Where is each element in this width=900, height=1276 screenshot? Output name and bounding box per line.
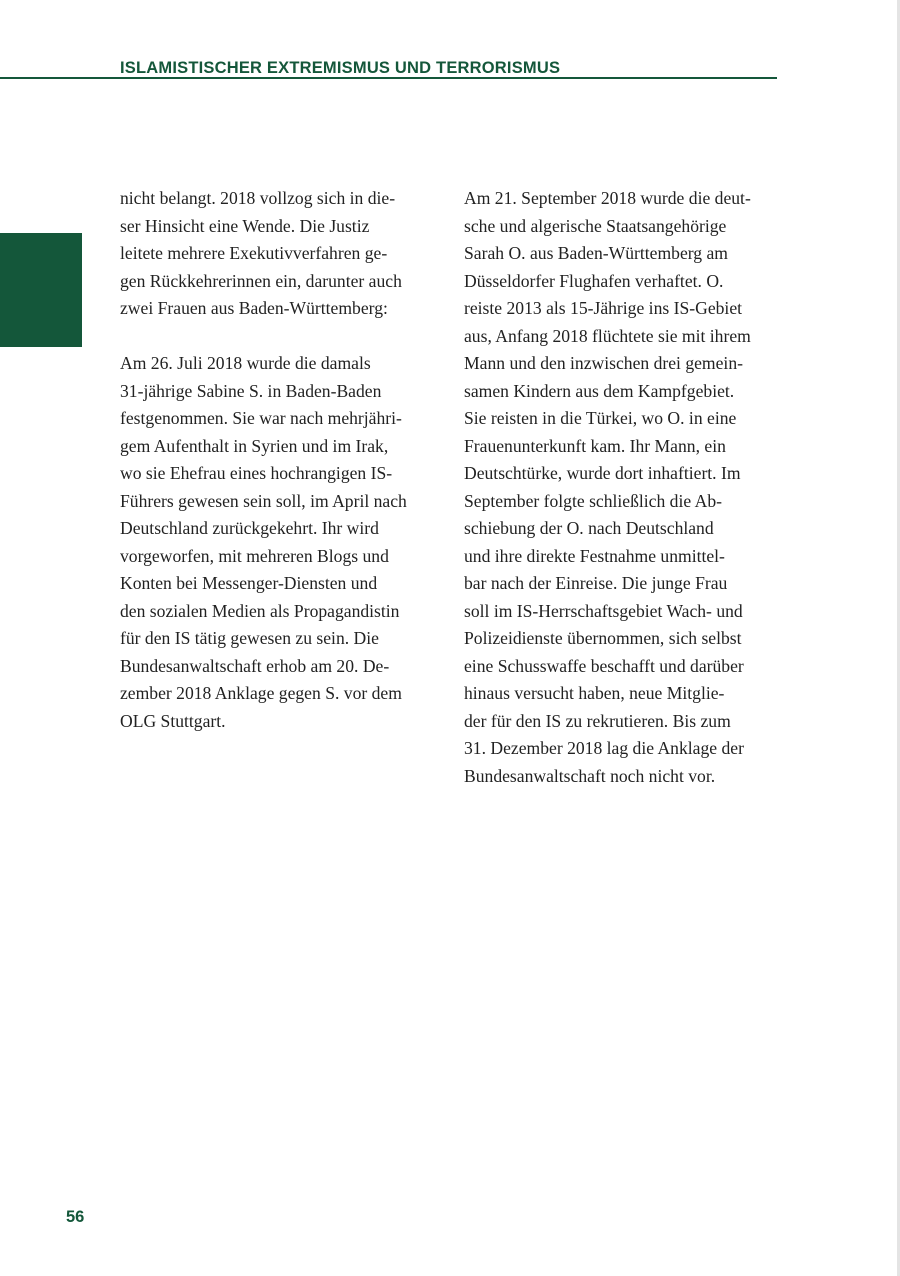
text-line: den sozialen Medien als Propagandistin bbox=[120, 600, 400, 621]
text-line: gem Aufenthalt in Syrien und im Irak, bbox=[120, 435, 389, 456]
paragraph bbox=[120, 350, 436, 735]
text-line: Frauenunterkunft kam. Ihr Mann, ein bbox=[464, 435, 726, 456]
text-line: hinaus versucht haben, neue Mitglie- bbox=[464, 683, 725, 703]
text-line: Am 21. September 2018 wurde die deut- bbox=[464, 188, 751, 208]
text-line: der für den IS zu rekrutieren. Bis zum bbox=[464, 710, 731, 731]
text-line: und ihre direkte Festnahme unmittel- bbox=[464, 545, 725, 566]
text-line: Düsseldorfer Flughafen verhaftet. O. bbox=[464, 270, 724, 291]
text-line: gen Rückkehrerinnen ein, darunter auch bbox=[120, 270, 402, 291]
text-line: September folgte schließlich die Ab- bbox=[464, 490, 722, 511]
left-text-column bbox=[120, 185, 436, 763]
paragraph bbox=[464, 185, 780, 790]
text-line: ser Hinsicht eine Wende. Die Justiz bbox=[120, 215, 370, 236]
text-line: bar nach der Einreise. Die junge Frau bbox=[464, 573, 728, 593]
running-header: ISLAMISTISCHER EXTREMISMUS UND TERRORISMUS bbox=[120, 59, 561, 77]
text-line: Sie reisten in die Türkei, wo O. in eine bbox=[464, 408, 737, 428]
text-line: aus, Anfang 2018 flüchtete sie mit ihrem bbox=[464, 325, 751, 346]
text-line: Mann und den inzwischen drei gemein- bbox=[464, 353, 743, 373]
text-line: Bundesanwaltschaft noch nicht vor. bbox=[464, 765, 716, 786]
right-text-column bbox=[464, 185, 780, 818]
text-line: Bundesanwaltschaft erhob am 20. De- bbox=[120, 655, 390, 676]
text-line: schiebung der O. nach Deutschland bbox=[464, 518, 714, 538]
header-rule bbox=[0, 77, 777, 79]
text-line: vorgeworfen, mit mehreren Blogs und bbox=[120, 545, 389, 566]
text-line: 31. Dezember 2018 lag die Anklage der bbox=[464, 738, 744, 758]
text-line: Sarah O. aus Baden-Württemberg am bbox=[464, 243, 728, 263]
page-number: 56 bbox=[66, 1208, 85, 1226]
text-line: Polizeidienste übernommen, sich selbst bbox=[464, 628, 742, 648]
text-line: sche und algerische Staatsangehörige bbox=[464, 215, 727, 236]
text-line: Deutschtürke, wurde dort inhaftiert. Im bbox=[464, 463, 741, 483]
text-line: wo sie Ehefrau eines hochrangigen IS- bbox=[120, 463, 393, 483]
chapter-side-tab bbox=[0, 233, 82, 347]
text-line: leitete mehrere Exekutivverfahren ge- bbox=[120, 243, 388, 263]
text-line: samen Kindern aus dem Kampfgebiet. bbox=[464, 380, 735, 401]
text-line: soll im IS-Herrschaftsgebiet Wach- und bbox=[464, 600, 743, 621]
text-line: eine Schusswaffe beschafft und darüber bbox=[464, 655, 744, 676]
text-line: zember 2018 Anklage gegen S. vor dem bbox=[120, 683, 402, 703]
text-line: zwei Frauen aus Baden-Württemberg: bbox=[120, 298, 388, 318]
text-line: Deutschland zurückgekehrt. Ihr wird bbox=[120, 518, 379, 538]
text-line: für den IS tätig gewesen zu sein. Die bbox=[120, 628, 379, 648]
text-line: 31-jährige Sabine S. in Baden-Baden bbox=[120, 380, 382, 401]
text-line: reiste 2013 als 15-Jährige ins IS-Gebiet bbox=[464, 298, 743, 318]
paragraph bbox=[120, 185, 436, 323]
text-line: OLG Stuttgart. bbox=[120, 710, 226, 731]
text-line: Führers gewesen sein soll, im April nach bbox=[120, 490, 407, 511]
text-line: festgenommen. Sie war nach mehrjähri- bbox=[120, 408, 402, 428]
text-line: Konten bei Messenger-Diensten und bbox=[120, 573, 378, 593]
text-line: Am 26. Juli 2018 wurde die damals bbox=[120, 353, 371, 373]
text-line: nicht belangt. 2018 vollzog sich in die- bbox=[120, 188, 396, 208]
